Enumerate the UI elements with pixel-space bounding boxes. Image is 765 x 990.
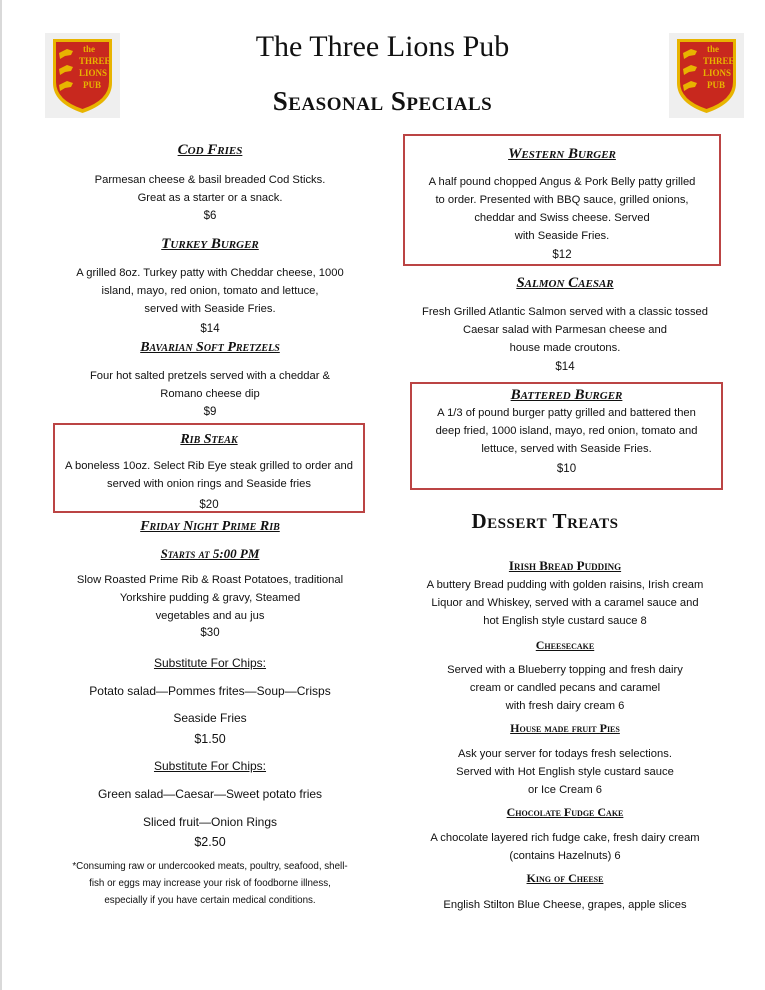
svg-text:THREE: THREE (79, 56, 111, 66)
item-title-salmon-caesar: Salmon Caesar (516, 275, 614, 291)
svg-text:LIONS: LIONS (703, 68, 732, 78)
dessert-desc-bread-pudding: A buttery Bread pudding with golden raisins, Irish cream Liquor and Whiskey, served with a caramel sauce and hot English style custard sauce 8 (426, 579, 704, 627)
item-price-pretzels: $9 (203, 406, 217, 418)
item-desc-turkey-burger: A grilled 8oz. Turkey patty with Cheddar cheese, 1000 island, mayo, red onion, tomato and lettuce, served with Seaside Fries. (76, 267, 344, 315)
substitute-price-2: $2.50 (194, 835, 226, 849)
dessert-title-king-of-cheese: King of Cheese (526, 871, 604, 885)
dessert-desc-fruit-pies: Ask your server for todays fresh selections. Served with Hot English style custard sauce or Ice Cream 6 (456, 748, 674, 796)
dessert-desc-king-of-cheese: English Stilton Blue Cheese, grapes, apple slices (443, 899, 687, 911)
menu-subtitle: Seasonal Specials (272, 86, 493, 116)
substitute-heading-1: Substitute For Chips: (153, 656, 267, 670)
dessert-title-bread-pudding: Irish Bread Pudding (508, 558, 622, 573)
item-title-rib-steak: Rib Steak (180, 432, 238, 447)
rib-steak-box (53, 423, 365, 513)
item-title-prime-rib: Friday Night Prime Rib (140, 519, 280, 534)
item-price-cod-fries: $6 (203, 210, 217, 222)
item-price-rib-steak: $20 (199, 499, 219, 511)
dessert-title-cheesecake: Cheesecake (535, 638, 595, 652)
item-price-turkey-burger: $14 (200, 323, 220, 335)
svg-text:THREE: THREE (703, 56, 735, 66)
item-title-western-burger: Western Burger (508, 146, 616, 162)
item-desc-battered-burger: A 1/3 of pound burger patty grilled and battered then deep fried, 1000 island, mayo, red onion, tomato and lettuce, served with Seaside Fries. (435, 407, 698, 455)
item-price-western-burger: $12 (552, 249, 572, 261)
substitute-options-2: Green salad—Caesar—Sweet potato fries (97, 787, 323, 801)
item-desc-salmon-caesar: Fresh Grilled Atlantic Salmon served with a classic tossed Caesar salad with Parmesan cheese and house made croutons. (421, 306, 709, 354)
item-title-turkey-burger: Turkey Burger (161, 236, 259, 252)
item-title-pretzels: Bavarian Soft Pretzels (140, 340, 280, 355)
dessert-title-fruit-pies: House made fruit Pies (510, 721, 620, 735)
dessert-desc-cheesecake: Served with a Blueberry topping and fresh dairy cream or candled pecans and caramel with fresh dairy cream 6 (447, 664, 683, 712)
item-price-prime-rib: $30 (200, 627, 220, 639)
item-title-cod-fries: Cod Fries (177, 142, 243, 158)
svg-text:LIONS: LIONS (79, 68, 108, 78)
dessert-title: Dessert Treats (471, 509, 619, 533)
food-safety-footnote: *Consuming raw or undercooked meats, poultry, seafood, shell- fish or eggs may increase your risk of foodborne illness, especially if you have certain medical conditions. (72, 861, 348, 906)
item-desc-pretzels: Four hot salted pretzels served with a cheddar & Romano cheese dip (89, 370, 331, 400)
item-price-salmon-caesar: $14 (555, 361, 575, 373)
svg-text:the: the (83, 44, 95, 54)
battered-burger-box (410, 382, 723, 490)
svg-text:PUB: PUB (707, 80, 725, 90)
item-price-battered-burger: $10 (556, 463, 577, 475)
substitute-options-3: Sliced fruit—Onion Rings (142, 815, 278, 829)
substitute-price-1: $1.50 (194, 732, 226, 746)
item-desc-rib-steak: A boneless 10oz. Select Rib Eye steak grilled to order and served with onion rings and Seaside fries (65, 460, 353, 490)
dessert-desc-fudge-cake: A chocolate layered rich fudge cake, fresh dairy cream (contains Hazelnuts) 6 (430, 832, 700, 862)
substitute-options-1: Potato salad—Pommes frites—Soup—Crisps (89, 684, 331, 698)
pub-title: The Three Lions Pub (255, 30, 510, 63)
page-edge (0, 0, 2, 990)
svg-text:PUB: PUB (83, 80, 101, 90)
substitute-heading-2: Substitute For Chips: (153, 759, 267, 773)
item-desc-western-burger: A half pound chopped Angus & Pork Belly patty grilled to order. Presented with BBQ sauce, grilled onions, cheddar and Swiss cheese. Served with Seaside Fries. (428, 176, 696, 242)
item-desc-cod-fries: Parmesan cheese & basil breaded Cod Sticks. Great as a starter or a snack. (94, 174, 326, 204)
item-title-battered-burger: Battered Burger (510, 387, 623, 403)
svg-text:the: the (707, 44, 719, 54)
prime-rib-start-time: Starts at 5:00 PM (160, 546, 260, 561)
substitute-option-seaside: Seaside Fries (173, 711, 247, 725)
dessert-title-fudge-cake: Chocolate Fudge Cake (506, 805, 624, 819)
item-desc-prime-rib: Slow Roasted Prime Rib & Roast Potatoes, traditional Yorkshire pudding & gravy, Steamed vegetables and au jus (76, 574, 344, 622)
western-burger-box (403, 134, 721, 266)
